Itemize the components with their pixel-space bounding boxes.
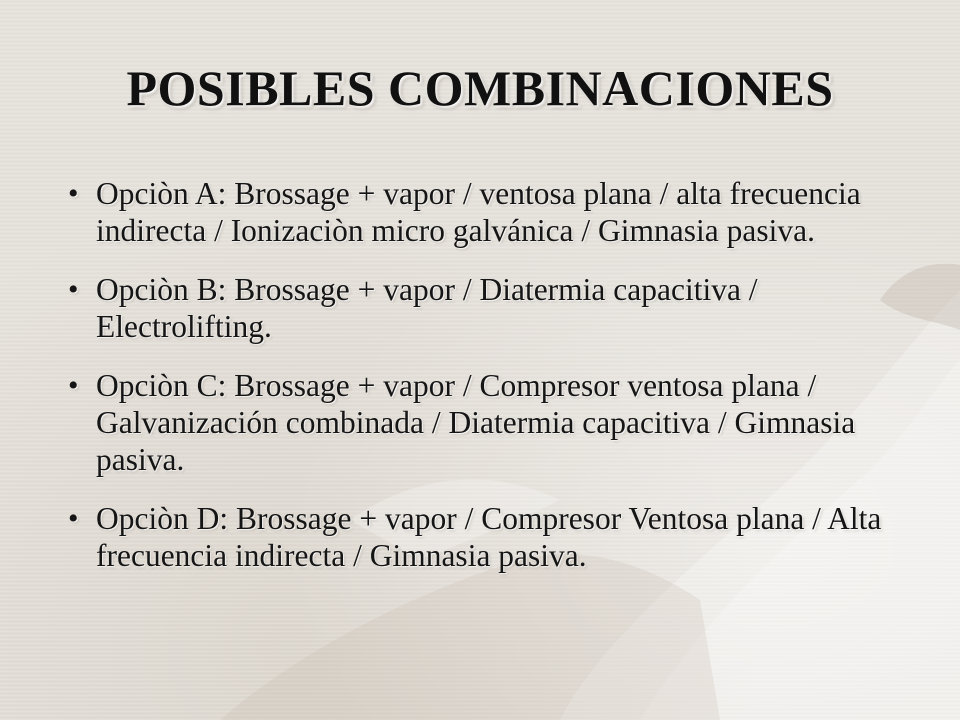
list-item	[62, 500, 882, 574]
bullet-icon: •	[68, 369, 79, 402]
list-item-text: Opciòn C: Brossage + vapor / Compresor ventosa plana / Galvanización combinada / Diatermia capacitiva / Gimnasia pasiva.	[96, 368, 856, 477]
list-item	[62, 367, 882, 478]
bullet-list	[62, 175, 882, 596]
list-item-text: Opciòn A: Brossage + vapor / ventosa plana / alta frecuencia indirecta / Ionizaciòn micro galvánica / Gimnasia pasiva.	[96, 176, 861, 248]
list-item	[62, 175, 882, 249]
bullet-icon: •	[68, 273, 79, 306]
list-item-text: Opciòn B: Brossage + vapor / Diatermia capacitiva / Electrolifting.	[96, 272, 758, 344]
list-item-text: Opciòn D: Brossage + vapor / Compresor Ventosa plana / Alta frecuencia indirecta / Gimnasia pasiva.	[96, 501, 882, 573]
slide-title: POSIBLES COMBINACIONES	[126, 60, 834, 116]
list-item	[62, 271, 882, 345]
bullet-icon: •	[68, 502, 79, 535]
bullet-icon: •	[68, 177, 79, 210]
